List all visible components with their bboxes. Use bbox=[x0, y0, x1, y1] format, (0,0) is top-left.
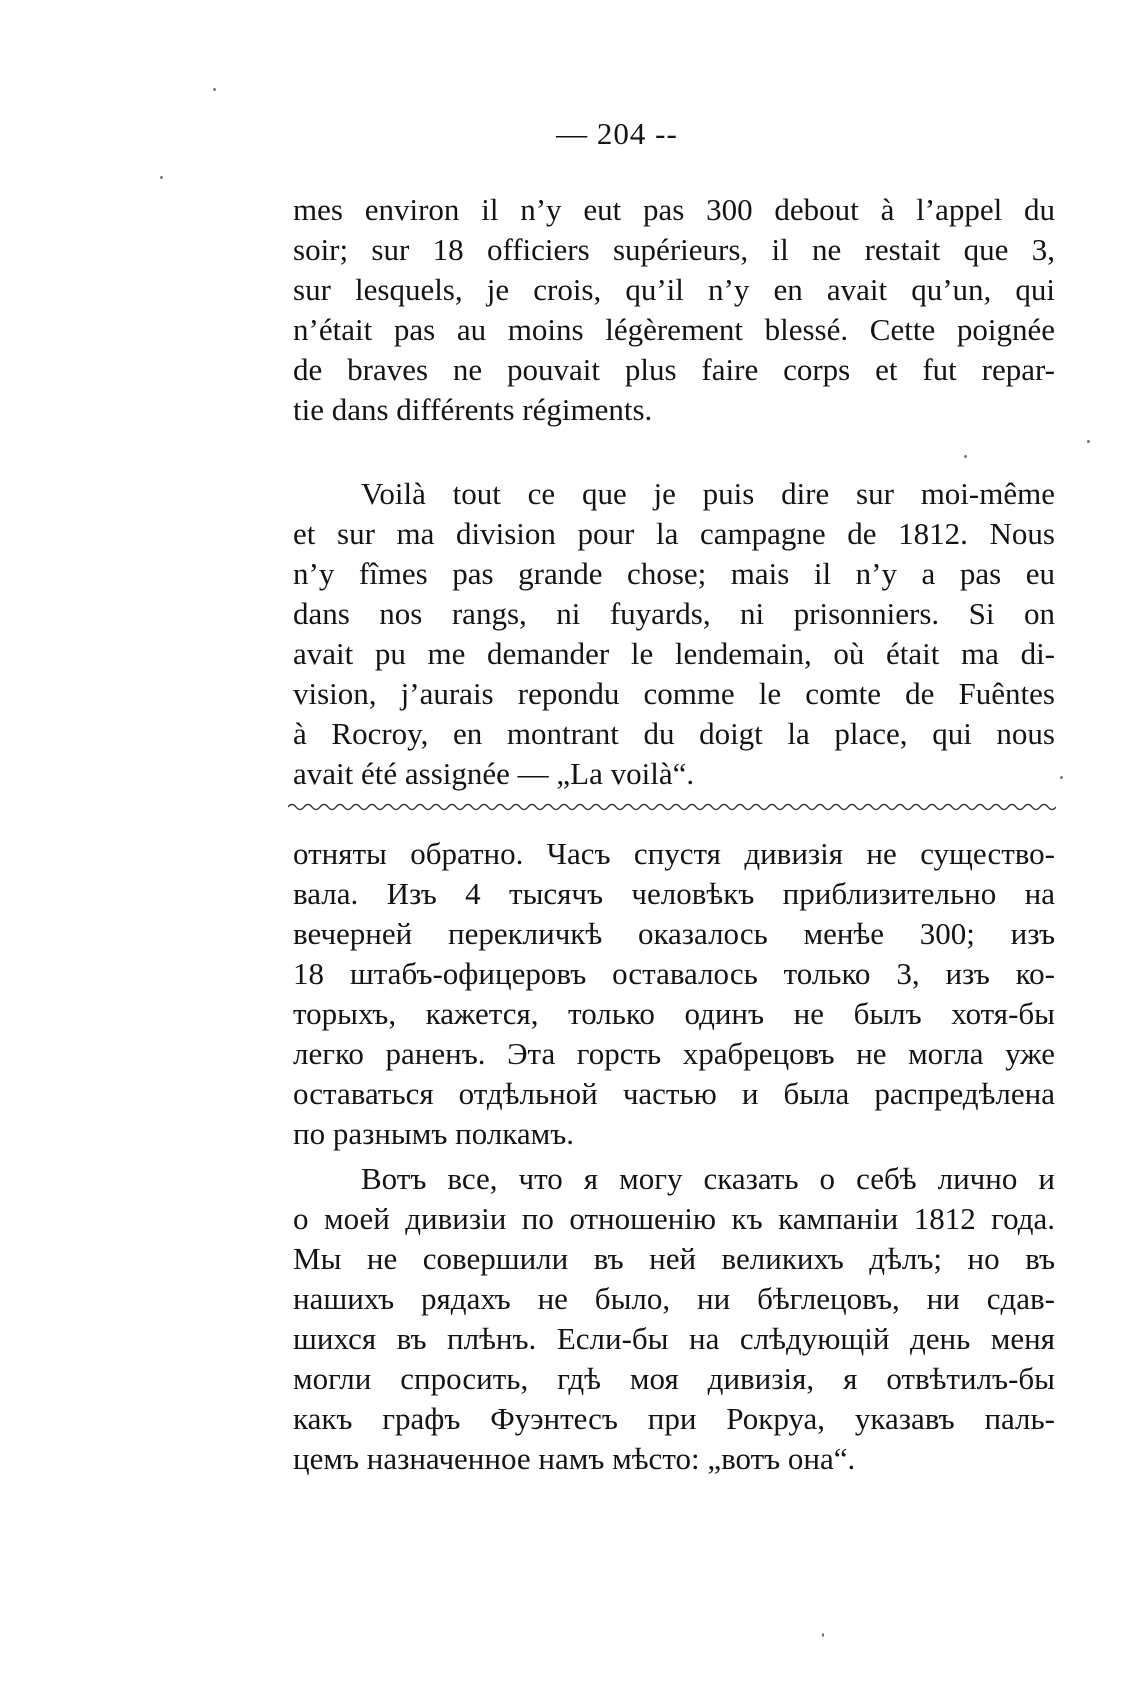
text-line: могли спросить, гдѣ моя дивизія, я отвѣтилъ-бы bbox=[293, 1361, 1055, 1396]
wavy-divider bbox=[288, 800, 1056, 814]
text-line: о моей дивизіи по отношенію къ кампаніи 1812 года. bbox=[293, 1201, 1055, 1236]
text-line: à Rocroy, en montrant du doigt la place, qui nous bbox=[293, 716, 1055, 751]
text-line: n’était pas au moins légèrement blessé. Cette poignée bbox=[293, 312, 1055, 347]
french-paragraph-1 bbox=[293, 190, 1055, 430]
text-line: оставаться отдѣльной частью и была распредѣлена bbox=[293, 1076, 1055, 1111]
text-line: вала. Изъ 4 тысячъ человѣкъ приблизительно на bbox=[293, 876, 1055, 911]
text-line: sur lesquels, je crois, qu’il n’y en avait qu’un, qui bbox=[293, 272, 1055, 307]
text-line: de braves ne pouvait plus faire corps et fut repar- bbox=[293, 352, 1055, 387]
scan-speck bbox=[964, 455, 967, 458]
text-line: mes environ il n’y eut pas 300 debout à l’appel du bbox=[293, 192, 1055, 227]
text-line: n’y fîmes pas grande chose; mais il n’y a pas eu bbox=[293, 556, 1055, 591]
text-line: какъ графъ Фуэнтесъ при Рокруа, указавъ паль- bbox=[293, 1401, 1055, 1436]
scan-speck bbox=[160, 176, 163, 179]
text-line: tie dans différents régiments. bbox=[293, 392, 653, 427]
scan-speck bbox=[1087, 440, 1090, 443]
text-line: Вотъ все, что я могу сказать о себѣ лично и bbox=[361, 1161, 1055, 1196]
scan-speck bbox=[822, 1633, 824, 1637]
text-line: торыхъ, кажется, только одинъ не былъ хотя-бы bbox=[293, 996, 1055, 1031]
russian-paragraph-2 bbox=[293, 1159, 1055, 1479]
text-line: цемъ назначенное намъ мѣсто: „вотъ она“. bbox=[293, 1441, 856, 1476]
text-line: Voilà tout ce que je puis dire sur moi-même bbox=[361, 476, 1055, 511]
text-line: вечерней перекличкѣ оказалось менѣе 300; изъ bbox=[293, 916, 1055, 951]
page-number: — 204 -- bbox=[556, 116, 678, 151]
text-line: avait été assignée — „La voilà“. bbox=[293, 756, 695, 791]
scan-speck bbox=[213, 88, 216, 91]
text-line: vision, j’aurais repondu comme le comte de Fuêntes bbox=[293, 676, 1055, 711]
text-line: 18 штабъ-офицеровъ оставалось только 3, изъ ко- bbox=[293, 956, 1055, 991]
scan-speck bbox=[1060, 776, 1063, 779]
text-line: soir; sur 18 officiers supérieurs, il ne restait que 3, bbox=[293, 232, 1055, 267]
text-line: et sur ma division pour la campagne de 1812. Nous bbox=[293, 516, 1055, 551]
text-line: отняты обратно. Часъ спустя дивизія не существо- bbox=[293, 836, 1055, 871]
french-paragraph-2 bbox=[293, 474, 1055, 794]
text-line: нашихъ рядахъ не было, ни бѣглецовъ, ни сдав- bbox=[293, 1281, 1055, 1316]
russian-paragraph-1 bbox=[293, 834, 1055, 1154]
text-line: по разнымъ полкамъ. bbox=[293, 1116, 575, 1151]
text-line: шихся въ плѣнъ. Если-бы на слѣдующій день меня bbox=[293, 1321, 1055, 1356]
text-line: dans nos rangs, ni fuyards, ni prisonniers. Si on bbox=[293, 596, 1055, 631]
text-line: легко раненъ. Эта горсть храбрецовъ не могла уже bbox=[293, 1036, 1055, 1071]
text-line: avait pu me demander le lendemain, où était ma di- bbox=[293, 636, 1055, 671]
text-line: Мы не совершили въ ней великихъ дѣлъ; но въ bbox=[293, 1241, 1055, 1276]
